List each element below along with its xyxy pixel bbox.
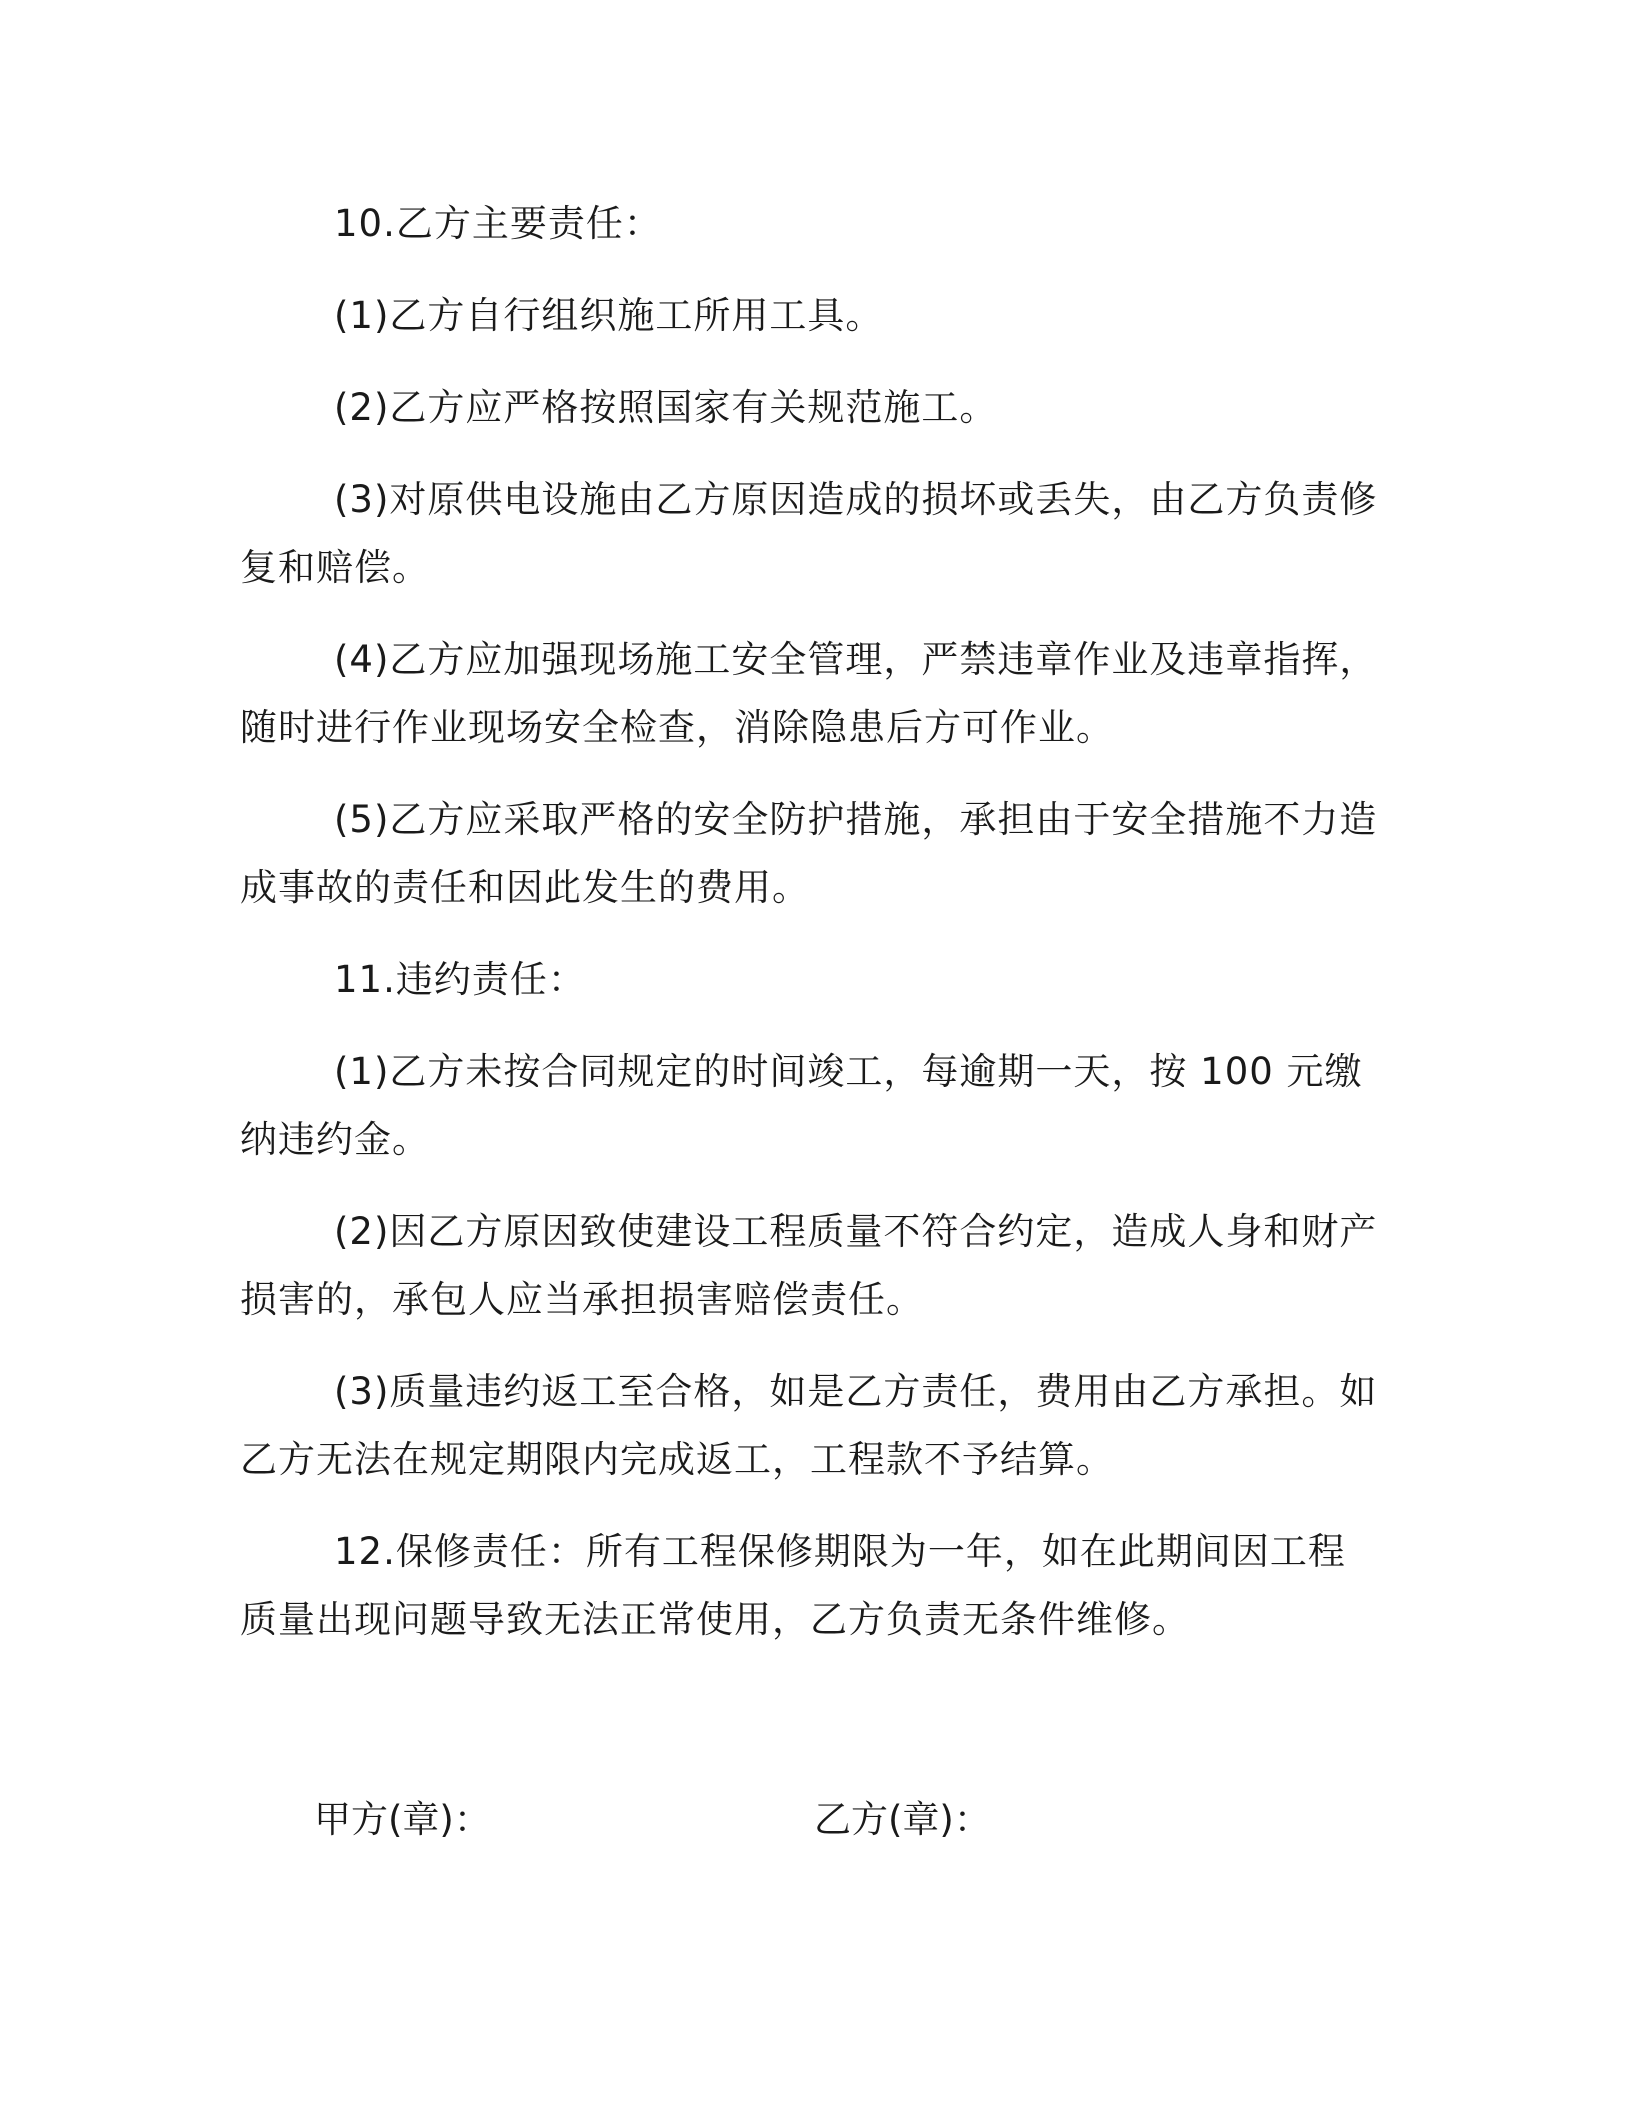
clause-10-1: (1)乙方自行组织施工所用工具。 <box>334 294 884 337</box>
clause-11-1: (1)乙方未按合同规定的时间竣工，每逾期一天，按 100 元缴纳违约金。 <box>240 1050 1363 1161</box>
clause-10-2: (2)乙方应严格按照国家有关规范施工。 <box>334 386 998 429</box>
clause-11-3: (3)质量违约返工至合格，如是乙方责任，费用由乙方承担。如乙方无法在规定期限内完成返工，工程款不予结算。 <box>240 1370 1378 1481</box>
clause-10-3: (3)对原供电设施由乙方原因造成的损坏或丢失，由乙方负责修复和赔偿。 <box>240 478 1378 589</box>
clause-10-4: (4)乙方应加强现场施工安全管理，严禁违章作业及违章指挥，随时进行作业现场安全检查，消除隐患后方可作业。 <box>240 638 1378 749</box>
document-body <box>240 190 1380 1678</box>
party-a-signature-label: 甲方(章)： <box>314 1798 491 1841</box>
clause-11-2: (2)因乙方原因致使建设工程质量不符合约定，造成人身和财产损害的，承包人应当承担损害赔偿责任。 <box>240 1210 1378 1321</box>
section-heading-11: 11.违约责任： <box>334 958 586 1001</box>
section-12-warranty: 12.保修责任：所有工程保修期限为一年，如在此期间因工程质量出现问题导致无法正常使用，乙方负责无条件维修。 <box>240 1530 1346 1641</box>
signature-row <box>0 1790 1632 1850</box>
party-b-signature-label: 乙方(章)： <box>814 1798 991 1841</box>
section-heading-10: 10.乙方主要责任： <box>334 202 662 245</box>
clause-10-5: (5)乙方应采取严格的安全防护措施，承担由于安全措施不力造成事故的责任和因此发生的费用。 <box>240 798 1378 909</box>
